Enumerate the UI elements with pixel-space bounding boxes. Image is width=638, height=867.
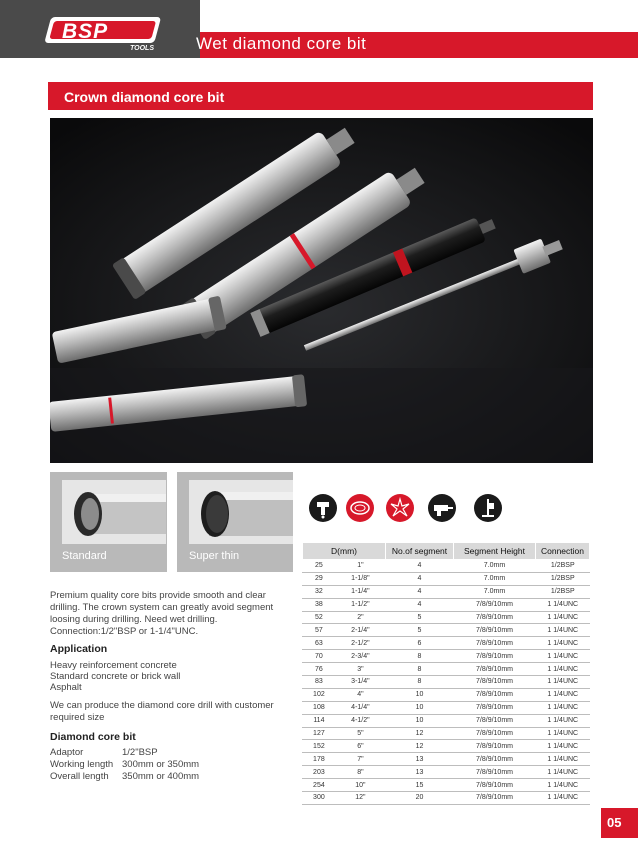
table-cell: 70: [303, 650, 336, 663]
table-row: [303, 560, 590, 573]
table-cell: 7/8/9/10mm: [454, 701, 536, 714]
table-cell: 1 1/4UNC: [536, 637, 590, 650]
size-table: [302, 542, 590, 805]
table-cell: 4-1/4": [335, 701, 385, 714]
table-row: [303, 663, 590, 676]
drill-stand-icon: [474, 494, 502, 522]
main-product-photo: [50, 118, 593, 463]
table-cell: 254: [303, 779, 336, 792]
table-cell: 152: [303, 740, 336, 753]
table-cell: 4-1/2": [335, 714, 385, 727]
table-cell: 7/8/9/10mm: [454, 727, 536, 740]
col-header-connection: Connection: [536, 543, 590, 560]
table-cell: 178: [303, 753, 336, 766]
spec-key: Overall length: [50, 771, 109, 782]
thumb-label-standard: Standard: [62, 550, 107, 562]
table-cell: 2-3/4": [335, 650, 385, 663]
table-cell: 10: [386, 714, 454, 727]
table-cell: 4: [386, 572, 454, 585]
table-cell: 8: [386, 650, 454, 663]
table-row: [303, 598, 590, 611]
table-cell: 3-1/4": [335, 676, 385, 689]
table-cell: 6: [386, 637, 454, 650]
table-cell: 1 1/4UNC: [536, 688, 590, 701]
spec-value: 350mm or 400mm: [122, 771, 200, 782]
table-cell: 57: [303, 624, 336, 637]
table-row: [303, 624, 590, 637]
table-cell: 1 1/4UNC: [536, 753, 590, 766]
intro-paragraph: Premium quality core bits provide smooth and clear drilling. The crown system can greatly avoid segment loosing during drilling. Need wet drilling. Connection:1/2"BSP or 1-1/4"UNC.: [50, 590, 274, 637]
application-line-1: Heavy reinforcement concrete: [50, 660, 177, 671]
core-bit-cross-section-icon: [346, 494, 374, 522]
table-cell: 7.0mm: [454, 572, 536, 585]
table-cell: 12: [386, 727, 454, 740]
spec-row-overall-length: [50, 771, 199, 783]
spec-key: Adaptor: [50, 747, 84, 758]
table-cell: 1 1/4UNC: [536, 650, 590, 663]
table-cell: 4: [386, 598, 454, 611]
table-cell: 6": [335, 740, 385, 753]
table-cell: 13: [386, 753, 454, 766]
svg-text:BSP: BSP: [62, 20, 109, 43]
table-cell: 7/8/9/10mm: [454, 611, 536, 624]
table-row: [303, 585, 590, 598]
thumb-label-super-thin: Super thin: [189, 550, 240, 562]
table-cell: 7/8/9/10mm: [454, 637, 536, 650]
table-cell: 7/8/9/10mm: [454, 624, 536, 637]
table-row: [303, 727, 590, 740]
table-cell: 29: [303, 572, 336, 585]
table-cell: 8: [386, 663, 454, 676]
table-cell: 102: [303, 688, 336, 701]
table-cell: 1-1/2": [335, 598, 385, 611]
table-cell: 25: [303, 560, 336, 573]
table-cell: 7.0mm: [454, 585, 536, 598]
table-cell: 20: [386, 792, 454, 805]
col-header-diameter: D(mm): [303, 543, 386, 560]
table-cell: 5: [386, 624, 454, 637]
table-cell: 1 1/4UNC: [536, 676, 590, 689]
table-cell: 76: [303, 663, 336, 676]
table-cell: 1/2BSP: [536, 585, 590, 598]
table-row: [303, 650, 590, 663]
table-cell: 7/8/9/10mm: [454, 766, 536, 779]
table-cell: 7/8/9/10mm: [454, 740, 536, 753]
table-cell: 13: [386, 766, 454, 779]
application-line-2: Standard concrete or brick wall: [50, 671, 181, 682]
table-cell: 7/8/9/10mm: [454, 688, 536, 701]
table-cell: 2-1/2": [335, 637, 385, 650]
application-heading: Application: [50, 643, 108, 655]
table-cell: 1 1/4UNC: [536, 792, 590, 805]
table-row: [303, 753, 590, 766]
drill-machine-icon: [428, 494, 456, 522]
application-line-3: Asphalt: [50, 682, 82, 693]
table-cell: 7.0mm: [454, 560, 536, 573]
table-cell: 300: [303, 792, 336, 805]
spec-heading: Diamond core bit: [50, 731, 136, 743]
table-cell: 7/8/9/10mm: [454, 714, 536, 727]
water-tap-icon: [309, 494, 337, 522]
table-cell: 5": [335, 727, 385, 740]
table-cell: 10": [335, 779, 385, 792]
table-cell: 127: [303, 727, 336, 740]
custom-size-note: We can produce the diamond core drill with customer required size: [50, 700, 274, 723]
table-row: [303, 766, 590, 779]
table-cell: 7/8/9/10mm: [454, 663, 536, 676]
table-cell: 10: [386, 688, 454, 701]
table-cell: 114: [303, 714, 336, 727]
table-row: [303, 611, 590, 624]
table-cell: 5: [386, 611, 454, 624]
table-cell: 8: [386, 676, 454, 689]
table-cell: 7/8/9/10mm: [454, 792, 536, 805]
col-header-segment-height: Segment Height: [454, 543, 536, 560]
standard-bit-closeup: [62, 480, 166, 544]
table-cell: 10: [386, 701, 454, 714]
spec-value: 300mm or 350mm: [122, 759, 200, 770]
table-cell: 7/8/9/10mm: [454, 779, 536, 792]
table-header-row: [303, 543, 590, 560]
table-cell: 1 1/4UNC: [536, 663, 590, 676]
table-cell: 203: [303, 766, 336, 779]
table-cell: 7/8/9/10mm: [454, 676, 536, 689]
page-number: 05: [607, 815, 622, 830]
table-cell: 7": [335, 753, 385, 766]
table-cell: 1 1/4UNC: [536, 701, 590, 714]
table-cell: 38: [303, 598, 336, 611]
table-cell: 8": [335, 766, 385, 779]
spec-row-adaptor: [50, 747, 158, 759]
table-row: [303, 572, 590, 585]
table-row: [303, 779, 590, 792]
table-cell: 1 1/4UNC: [536, 779, 590, 792]
table-cell: 3": [335, 663, 385, 676]
concrete-impact-icon: [386, 494, 414, 522]
spec-row-working-length: [50, 759, 199, 771]
table-cell: 1": [335, 560, 385, 573]
table-cell: 7/8/9/10mm: [454, 598, 536, 611]
svg-text:TOOLS: TOOLS: [130, 45, 154, 52]
table-cell: 7/8/9/10mm: [454, 650, 536, 663]
table-cell: 1-1/4": [335, 585, 385, 598]
table-row: [303, 701, 590, 714]
table-cell: 108: [303, 701, 336, 714]
table-cell: 4": [335, 688, 385, 701]
table-row: [303, 688, 590, 701]
table-cell: 1 1/4UNC: [536, 598, 590, 611]
page-title: Wet diamond core bit: [196, 34, 367, 53]
table-cell: 12: [386, 740, 454, 753]
table-cell: 32: [303, 585, 336, 598]
super-thin-bit-closeup: [189, 480, 293, 544]
table-cell: 83: [303, 676, 336, 689]
table-cell: 4: [386, 585, 454, 598]
table-cell: 7/8/9/10mm: [454, 753, 536, 766]
table-row: [303, 740, 590, 753]
table-row: [303, 637, 590, 650]
bsp-logo: [40, 14, 170, 54]
table-cell: 52: [303, 611, 336, 624]
table-row: [303, 714, 590, 727]
table-row: [303, 792, 590, 805]
table-cell: 1 1/4UNC: [536, 740, 590, 753]
table-cell: 1 1/4UNC: [536, 611, 590, 624]
table-cell: 63: [303, 637, 336, 650]
table-cell: 12": [335, 792, 385, 805]
table-cell: 1 1/4UNC: [536, 624, 590, 637]
table-cell: 1 1/4UNC: [536, 727, 590, 740]
col-header-segments: No.of segment: [386, 543, 454, 560]
table-cell: 1 1/4UNC: [536, 766, 590, 779]
table-cell: 1/2BSP: [536, 560, 590, 573]
table-cell: 2-1/4": [335, 624, 385, 637]
spec-key: Working length: [50, 759, 114, 770]
table-cell: 1-1/8": [335, 572, 385, 585]
spec-value: 1/2"BSP: [122, 747, 158, 758]
table-cell: 1/2BSP: [536, 572, 590, 585]
table-cell: 4: [386, 560, 454, 573]
table-cell: 2": [335, 611, 385, 624]
thumb-standard: [50, 472, 167, 572]
table-row: [303, 676, 590, 689]
table-cell: 15: [386, 779, 454, 792]
table-cell: 1 1/4UNC: [536, 714, 590, 727]
thumb-super-thin: [177, 472, 293, 572]
section-title: Crown diamond core bit: [64, 89, 225, 105]
